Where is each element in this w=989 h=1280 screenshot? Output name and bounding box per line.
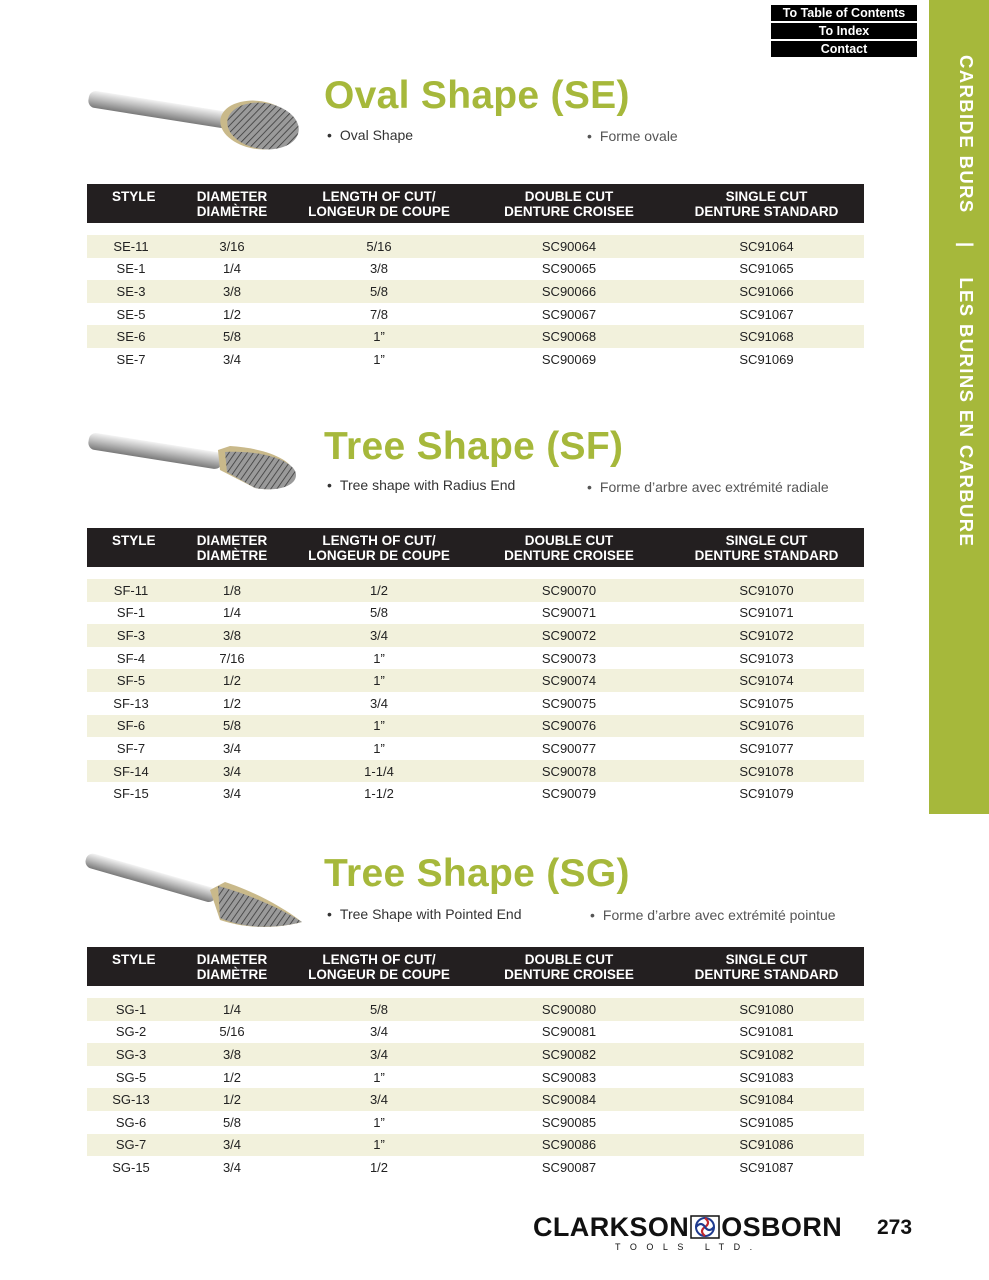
description-fr: • Forme d’arbre avec extrémité pointue bbox=[590, 907, 836, 923]
table-header bbox=[87, 947, 864, 986]
table-row: SF-6 5/8 1” SC90076 SC91076 bbox=[87, 715, 864, 738]
brand-wordmark: CLARKSON OSBORN bbox=[533, 1212, 843, 1242]
header-diameter: DIAMETER DIAMÈTRE bbox=[175, 947, 289, 986]
table-row: SE-11 3/16 5/16 SC90064 SC91064 bbox=[87, 235, 864, 258]
category-sidebar bbox=[929, 0, 989, 814]
table-row: SG-6 5/8 1” SC90085 SC91085 bbox=[115, 1114, 794, 1130]
tree-pointed-bur-icon bbox=[80, 840, 310, 950]
header-length: LENGTH OF CUT/ LONGEUR DE COUPE bbox=[289, 184, 469, 223]
table-of-contents-link[interactable]: To Table of Contents bbox=[771, 5, 917, 21]
section-title: Tree Shape (SG) bbox=[324, 852, 630, 895]
tree-radius-bur-icon bbox=[80, 412, 310, 522]
table-row: SF-14 3/4 1-1/4 SC90078 SC91078 bbox=[87, 760, 864, 783]
index-link[interactable]: To Index bbox=[771, 23, 917, 39]
spec-table bbox=[87, 184, 864, 371]
table-row: SF-7 3/4 1” SC90077 SC91077 bbox=[116, 740, 794, 756]
header-diameter: DIAMETER DIAMÈTRE bbox=[175, 184, 289, 223]
table-row: SF-1 1/4 5/8 SC90071 SC91071 bbox=[116, 605, 794, 621]
header-double-cut: DOUBLE CUT DENTURE CROISEE bbox=[469, 528, 669, 567]
brand-subtitle: TOOLS LTD. bbox=[615, 1242, 762, 1252]
table-row: SG-15 3/4 1/2 SC90087 SC91087 bbox=[112, 1159, 794, 1175]
sidebar-label-fr: LES BURINS EN CARBURE bbox=[956, 277, 977, 548]
header-double-cut: DOUBLE CUT DENTURE CROISEE bbox=[469, 184, 669, 223]
table-row: SF-11 1/8 1/2 SC90070 SC91070 bbox=[87, 579, 864, 602]
page-number: 273 bbox=[877, 1216, 913, 1239]
description-fr: • Forme ovale bbox=[587, 128, 678, 144]
table-row: SE-5 1/2 7/8 SC90067 SC91067 bbox=[116, 306, 794, 322]
table-row: SF-3 3/8 3/4 SC90072 SC91072 bbox=[87, 624, 864, 647]
header-length: LENGTH OF CUT/ LONGEUR DE COUPE bbox=[289, 947, 469, 986]
header-single-cut: SINGLE CUT DENTURE STANDARD bbox=[669, 947, 864, 986]
table-row: SG-3 3/8 3/4 SC90082 SC91082 bbox=[87, 1043, 864, 1066]
header-single-cut: SINGLE CUT DENTURE STANDARD bbox=[669, 184, 864, 223]
brand-logo bbox=[533, 1212, 853, 1256]
contact-link[interactable]: Contact bbox=[771, 41, 917, 57]
description-en: • Oval Shape bbox=[327, 127, 414, 143]
table-row: SE-7 3/4 1” SC90069 SC91069 bbox=[116, 351, 794, 367]
table-row: SE-1 1/4 3/8 SC90065 SC91065 bbox=[116, 261, 794, 277]
description-en: • Tree shape with Radius End bbox=[327, 477, 516, 493]
header-length: LENGTH OF CUT/ LONGEUR DE COUPE bbox=[289, 528, 469, 567]
table-row: SG-13 1/2 3/4 SC90084 SC91084 bbox=[87, 1088, 864, 1111]
table-row: SG-7 3/4 1” SC90086 SC91086 bbox=[87, 1134, 864, 1157]
spec-table bbox=[87, 947, 864, 1179]
table-row: SE-6 5/8 1” SC90068 SC91068 bbox=[87, 325, 864, 348]
table-row: SF-5 1/2 1” SC90074 SC91074 bbox=[87, 669, 864, 692]
sidebar-label bbox=[941, 55, 977, 755]
header-style: STYLE bbox=[87, 947, 175, 986]
section-title: Tree Shape (SF) bbox=[324, 425, 624, 468]
header-single-cut: SINGLE CUT DENTURE STANDARD bbox=[669, 528, 864, 567]
table-row: SF-4 7/16 1” SC90073 SC91073 bbox=[116, 650, 794, 666]
description-en: • Tree Shape with Pointed End bbox=[327, 906, 522, 922]
sidebar-label-en: CARBIDE BURS bbox=[956, 55, 977, 214]
table-header bbox=[87, 184, 864, 223]
header-style: STYLE bbox=[87, 184, 175, 223]
header-diameter: DIAMETER DIAMÈTRE bbox=[175, 528, 289, 567]
brand-emblem-icon bbox=[690, 1215, 720, 1239]
table-row: SG-2 5/16 3/4 SC90081 SC91081 bbox=[115, 1024, 794, 1040]
oval-bur-icon bbox=[80, 65, 310, 175]
table-row: SF-13 1/2 3/4 SC90075 SC91075 bbox=[113, 695, 794, 711]
table-row: SF-15 3/4 1-1/2 SC90079 SC91079 bbox=[113, 786, 794, 802]
table-row: SE-3 3/8 5/8 SC90066 SC91066 bbox=[87, 280, 864, 303]
description-fr: • Forme d’arbre avec extrémité radiale bbox=[587, 479, 829, 495]
sidebar-separator: | bbox=[956, 242, 977, 249]
header-style: STYLE bbox=[87, 528, 175, 567]
header-double-cut: DOUBLE CUT DENTURE CROISEE bbox=[469, 947, 669, 986]
table-header bbox=[87, 528, 864, 567]
top-navigation bbox=[771, 5, 917, 59]
table-row: SG-5 1/2 1” SC90083 SC91083 bbox=[115, 1069, 794, 1085]
section-title: Oval Shape (SE) bbox=[324, 74, 630, 117]
table-row: SG-1 1/4 5/8 SC90080 SC91080 bbox=[87, 998, 864, 1021]
spec-table bbox=[87, 528, 864, 805]
